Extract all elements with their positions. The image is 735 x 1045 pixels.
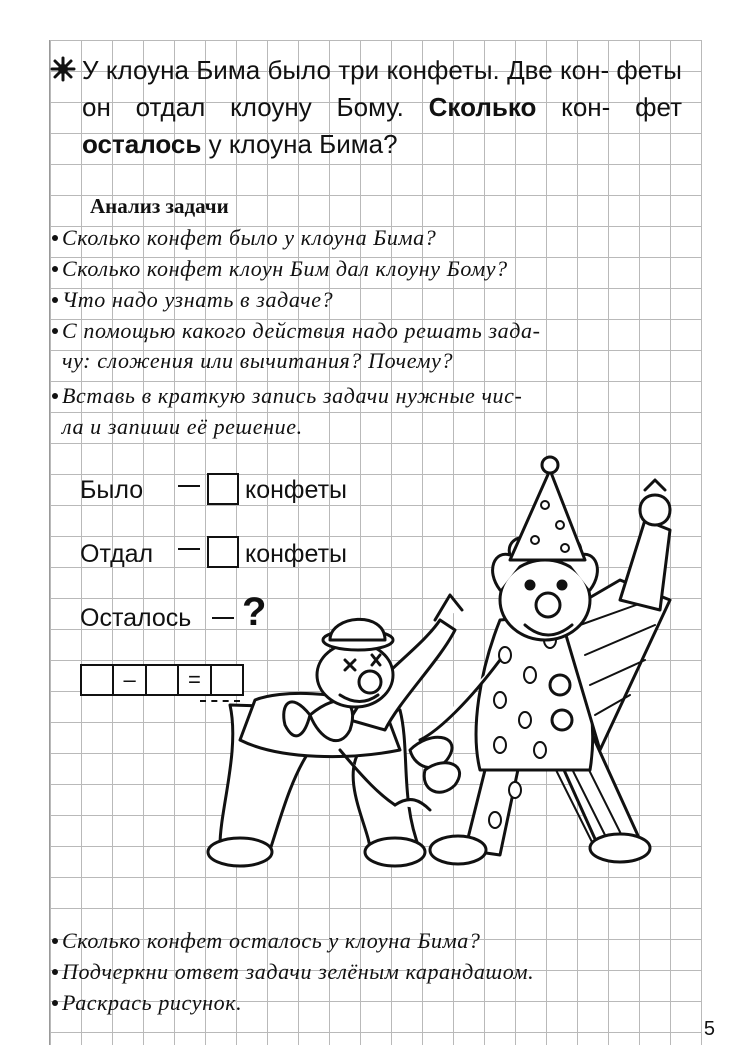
equals-sign: = (179, 666, 211, 694)
left-label: Осталось (80, 604, 192, 632)
analysis-question: С помощью какого действия надо решать зада- (62, 316, 541, 346)
problem-bold-2: осталось (82, 129, 202, 159)
gave-unit: конфеты (245, 540, 347, 568)
analysis-question: Вставь в краткую запись задачи нужные чис- (62, 381, 522, 411)
minus-sign: – (114, 666, 146, 694)
analysis-question: Сколько конфет было у клоуна Бима? (62, 223, 436, 253)
gave-label: Отдал (80, 540, 154, 568)
problem-text-3: у клоуна Бима? (208, 129, 398, 159)
analysis-question-continued: ла и запиши её решение. (62, 414, 303, 439)
analysis-question: Сколько конфет клоун Бим дал клоуну Бому? (62, 254, 508, 284)
bottom-question: Подчеркни ответ задачи зелёным карандашом. (62, 957, 534, 987)
was-label: Было (80, 476, 144, 504)
problem-statement (82, 52, 682, 163)
dash (178, 548, 200, 550)
problem-text-2: кон- фет (561, 92, 682, 122)
equation-cell[interactable] (82, 666, 114, 694)
star-icon (50, 56, 76, 82)
tall-clown-hat (510, 470, 585, 560)
was-unit: конфеты (245, 476, 347, 504)
dash (178, 485, 200, 487)
analysis-question-continued: чу: сложения или вычитания? Почему? (62, 348, 454, 373)
problem-bold-1: Сколько (428, 92, 537, 122)
analysis-question: Что надо узнать в задаче? (62, 285, 333, 315)
short-clown-nose (359, 671, 381, 693)
short-clown-hat (330, 619, 385, 640)
equation-cell[interactable] (147, 666, 179, 694)
question-mark: ? (242, 590, 267, 634)
page-number: 5 (703, 1018, 715, 1040)
tall-clown-arm (620, 520, 670, 610)
bottom-question: Сколько конфет осталось у клоуна Бима? (62, 926, 480, 956)
analysis-title: Анализ задачи (90, 194, 229, 218)
clowns-illustration (200, 450, 700, 900)
tall-clown-nose (536, 593, 560, 617)
problem-text-1: У клоуна Бима было три конфеты. Две кон- феты он отдал клоуну Бому. (82, 55, 682, 122)
candy-icon (640, 495, 670, 525)
bottom-question: Раскрась рисунок. (62, 988, 242, 1018)
